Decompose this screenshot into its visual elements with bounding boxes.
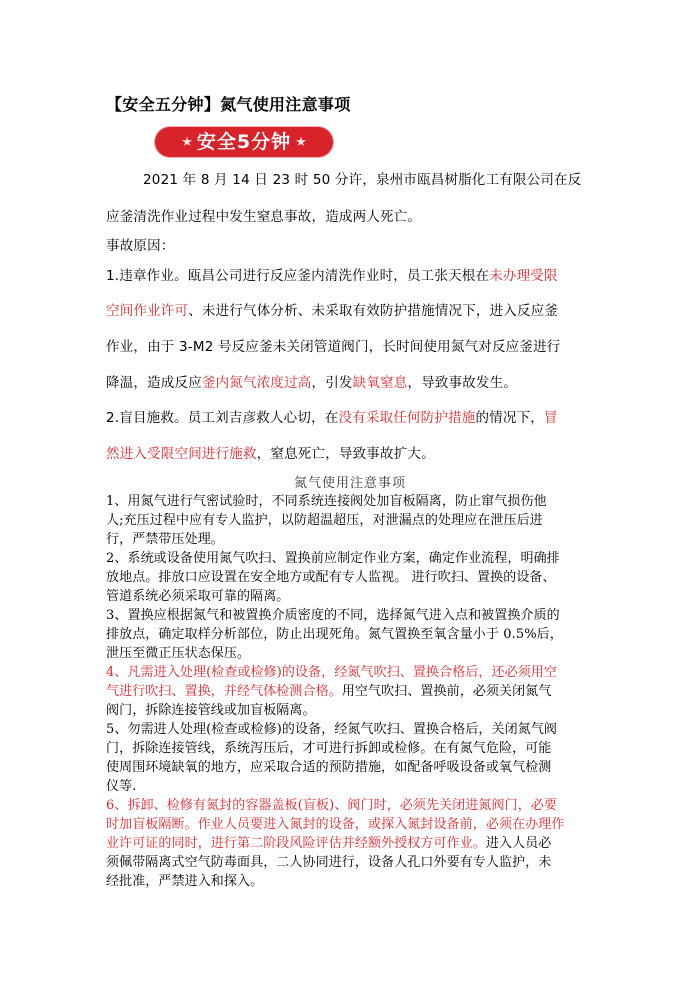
cause1-line xyxy=(106,299,558,319)
cause2-line xyxy=(106,406,558,426)
intro-line: 应釜清洗作业过程中发生窒息事故，造成两人死亡。 xyxy=(106,209,422,225)
cause1-highlight: 缺氧窒息 xyxy=(352,375,408,391)
note-line xyxy=(106,680,551,699)
note-line: 3、置换应根据氮气和被置换介质密度的不同，选择氮气进入点和被置换介质的 xyxy=(106,608,560,623)
safety-banner xyxy=(155,127,333,157)
note-line: 经批准，严禁进入和探入。 xyxy=(106,874,264,889)
note-text: 进入人员必 xyxy=(485,836,552,851)
cause1-text: 、未进行气体分析、未采取有效防护措施情况下，进入反应釜 xyxy=(188,303,559,319)
note-line: 须佩带隔离式空气防毒面具，二人协同进行，设备人孔口外要有专人监护，未 xyxy=(106,855,552,870)
star-icon: ★ xyxy=(181,134,193,150)
cause1-line xyxy=(106,371,517,391)
note-line-highlight: 6、拆卸、检修有氮封的容器盖板(盲板)、阀门时，必须先关闭进氮阀门，必要 xyxy=(106,798,558,813)
note-line: 门，拆除连接管线，系统泻压后，才可进行拆卸或检修。在有氮气危险，可能 xyxy=(106,741,552,756)
note-highlight: 业许可证的同时，进行第二阶段风险评估并经额外授权方可作业。 xyxy=(106,836,486,851)
note-line-highlight: 4、凡需进入处理(检查或检修)的设备，经氮气吹扫、置换合格后，还必须用空 xyxy=(106,665,558,680)
note-line: 5、勿需进人处理(检查或检修)的设备，经氮气吹扫、置换合格后，关闭氮气阀 xyxy=(106,722,558,737)
note-line-highlight: 时加盲板隔断。作业人员要进入氮封的设备，或探入氮封设备前，必须在办理作 xyxy=(106,817,565,832)
note-line: 使周围环境缺氧的地方，应采取合适的预防措施，如配备呼吸设备或氧气检测 xyxy=(106,760,552,775)
notes-title: 氮气使用注意事项 xyxy=(293,476,406,491)
cause1-line xyxy=(106,264,558,284)
note-line: 阀门，拆除连接管线或加盲板隔离。 xyxy=(106,703,316,718)
cause2-line xyxy=(106,442,435,462)
cause1-highlight: 未办理受限 xyxy=(489,268,558,284)
cause1-text: ，导致事故发生。 xyxy=(407,375,518,391)
note-line: 排放点，确定取样分析部位，防止出现死角。氮气置换至氧含量小于 0.5%后， xyxy=(106,627,563,642)
cause1-highlight: 釜内氮气浓度过高 xyxy=(201,375,312,391)
cause1-highlight: 空间作业许可 xyxy=(106,303,189,319)
star-icon: ★ xyxy=(295,134,307,150)
cause2-text: 的情况下， xyxy=(475,410,544,426)
cause-heading: 事故原因： xyxy=(106,238,175,254)
cause2-text: 2.盲目施救。员工刘吉彦救人心切，在 xyxy=(106,410,339,426)
cause1-text: ，引发 xyxy=(311,375,353,391)
cause1-text: 1.违章作业。瓯昌公司进行反应釜内清洗作业时，员工张天根在 xyxy=(106,268,490,284)
note-line: 2、系统或设备使用氮气吹扫、置换前应制定作业方案，确定作业流程，明确排 xyxy=(106,551,560,566)
note-line: 泄压至微正压状态保压。 xyxy=(106,646,251,661)
note-line: 行，严禁带压处理。 xyxy=(106,532,224,547)
note-line: 1、用氮气进行气密试验时，不同系统连接阀处加盲板隔离，防止窜气损伤他 xyxy=(106,494,547,509)
cause2-highlight: 冒 xyxy=(543,410,558,426)
note-line: 仪等. xyxy=(106,779,137,794)
cause1-text: 降温，造成反应 xyxy=(106,375,202,391)
note-line: 放地点。排放口应设置在安全地方或配有专人监视。 进行吹扫、置换的设备、 xyxy=(106,570,556,585)
note-line: 人;充压过程中应有专人监护，以防超温超压，对泄漏点的处理应在泄压后进 xyxy=(106,513,543,528)
note-highlight: 气进行吹扫、置换，并经气体检测合格。 xyxy=(106,684,342,699)
note-line xyxy=(106,832,551,851)
page-title: 【安全五分钟】氮气使用注意事项 xyxy=(106,95,351,114)
cause2-text: ，窒息死亡，导致事故扩大。 xyxy=(256,446,435,462)
intro-line: 2021 年 8 月 14 日 23 时 50 分许，泉州市瓯昌树脂化工有限公司在反 xyxy=(143,172,582,188)
note-line: 管道系统必须采取可靠的隔离。 xyxy=(106,589,290,604)
cause2-highlight: 然进入受限空间进行施救 xyxy=(106,446,257,462)
cause2-highlight: 没有采取任何防护措施 xyxy=(338,410,476,426)
cause1-line: 作业，由于 3-M2 号反应釜未关闭管道阀门，长时间使用氮气对反应釜进行 xyxy=(106,339,561,355)
note-text: 用空气吹扫、置换前，必须关闭氮气 xyxy=(341,684,552,699)
banner-text: 安全5分钟 xyxy=(196,130,292,153)
